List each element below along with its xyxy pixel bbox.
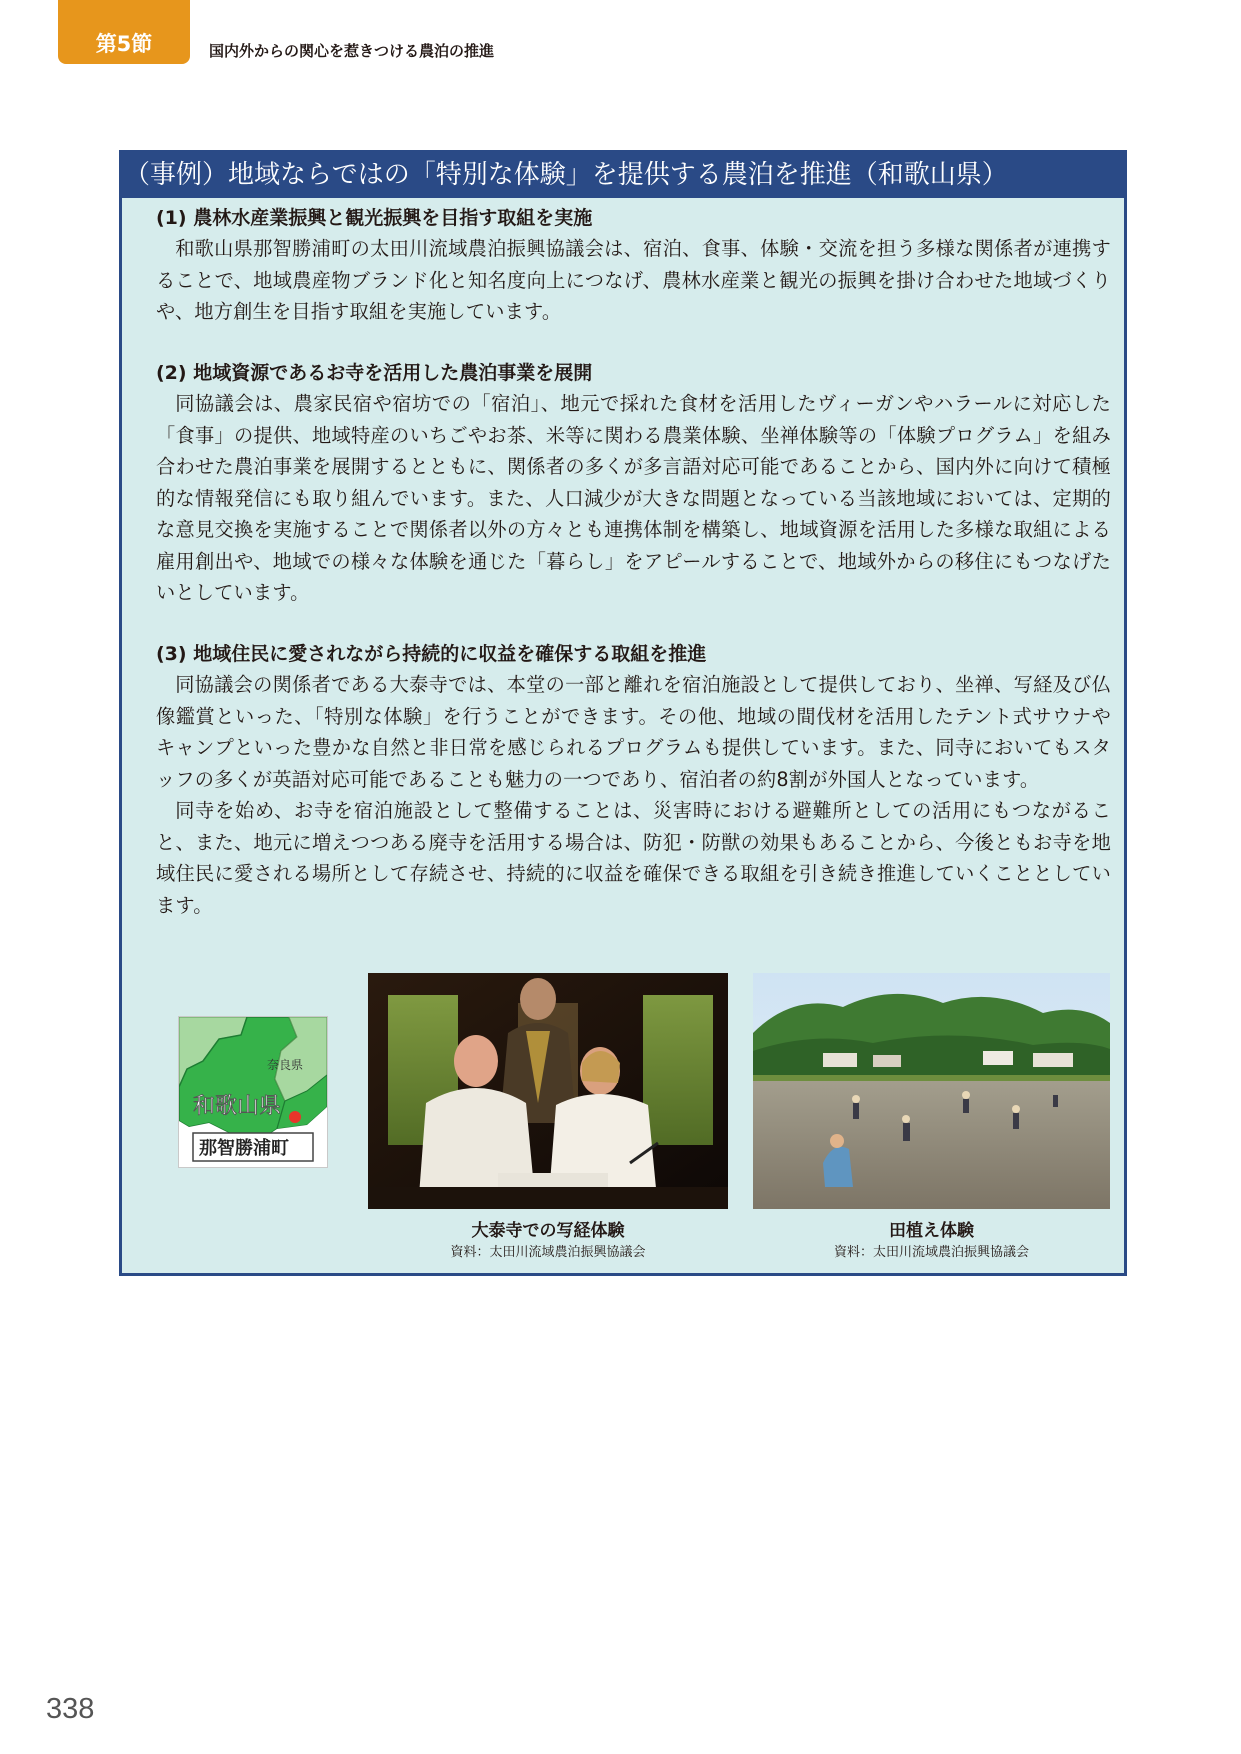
- case-section-3-paragraph-1: 同協議会の関係者である大泰寺では、本堂の一部と離れを宿泊施設として提供しており、坐禅、写経及び仏像鑑賞といった、「特別な体験」を行うことができます。その他、地域の間伐材を活用したテント式サウナやキャンプといった豊かな自然と非日常を感じられるプログラムも提供しています。また、同寺においてもスタッフの多くが英語対応可能であることも魅力の一つであり、宿泊者の約8割が外国人となっています。: [156, 673, 1111, 791]
- temple-photo-source: 資料：太田川流域農泊振興協議会: [450, 1245, 646, 1260]
- map-pref-label: 和歌山県: [193, 1094, 282, 1119]
- map-graphic: [179, 1017, 327, 1167]
- case-section-1-paragraph: 和歌山県那智勝浦町の太田川流域農泊振興協議会は、宿泊、食事、体験・交流を担う多様な関係者が連携することで、地域農産物ブランド化と知名度向上につなげ、農林水産業と観光の振興を掛け合わせた地域づくりや、地方創生を目指す取組を実施しています。: [156, 237, 1111, 323]
- map-town-label: 那智勝浦町: [199, 1138, 289, 1159]
- temple-photo-caption: 大泰寺での写経体験: [471, 1221, 625, 1241]
- case-section-2-heading: (2) 地域資源であるお寺を活用した農泊事業を展開: [156, 362, 593, 384]
- temple-sutra-photo: [368, 973, 728, 1209]
- page-number: 338: [46, 1693, 95, 1725]
- rice-photo-source: 資料：太田川流域農泊振興協議会: [833, 1245, 1029, 1260]
- case-title: （事例）地域ならではの「特別な体験」を提供する農泊を推進（和歌山県）: [122, 153, 1124, 198]
- case-section-3: [156, 639, 1111, 921]
- section-title: 国内外からの関心を惹きつける農泊の推進: [209, 42, 495, 60]
- case-section-1: [156, 203, 1111, 328]
- case-section-3-heading: (3) 地域住民に愛されながら持続的に収益を確保する取組を推進: [156, 643, 707, 665]
- location-map: [178, 1016, 328, 1168]
- case-section-1-heading: (1) 農林水産業振興と観光振興を目指す取組を実施: [156, 207, 593, 229]
- rice-photo-caption: 田植え体験: [889, 1221, 974, 1241]
- map-neighbor-label: 奈良県: [267, 1058, 304, 1072]
- rice-planting-photo: [753, 973, 1110, 1209]
- case-section-3-paragraph-2: 同寺を始め、お寺を宿泊施設として整備することは、災害時における避難所としての活用にもつながること、また、地元に増えつつある廃寺を活用する場合は、防犯・防獣の効果もあることから、今後ともお寺を地域住民に愛される場所として存続させ、持続的に収益を確保できる取組を引き続き推進していくこととしています。: [156, 799, 1111, 917]
- case-study-box: [119, 150, 1127, 1276]
- case-section-2: [156, 358, 1111, 609]
- case-section-2-paragraph: 同協議会は、農家民宿や宿坊での「宿泊」、地元で採れた食材を活用したヴィーガンやハラールに対応した「食事」の提供、地域特産のいちごやお茶、米等に関わる農業体験、坐禅体験等の「体験プログラム」を組み合わせた農泊事業を展開するとともに、関係者の多くが多言語対応可能であることから、国内外に向けて積極的な情報発信にも取り組んでいます。また、人口減少が大きな問題となっている当該地域においては、定期的な意見交換を実施することで関係者以外の方々とも連携体制を構築し、地域資源を活用した多様な取組による雇用創出や、地域での様々な体験を通じた「暮らし」をアピールすることで、地域外からの移住にもつなげたいとしています。: [156, 392, 1111, 604]
- section-tab: 第5節: [58, 0, 190, 64]
